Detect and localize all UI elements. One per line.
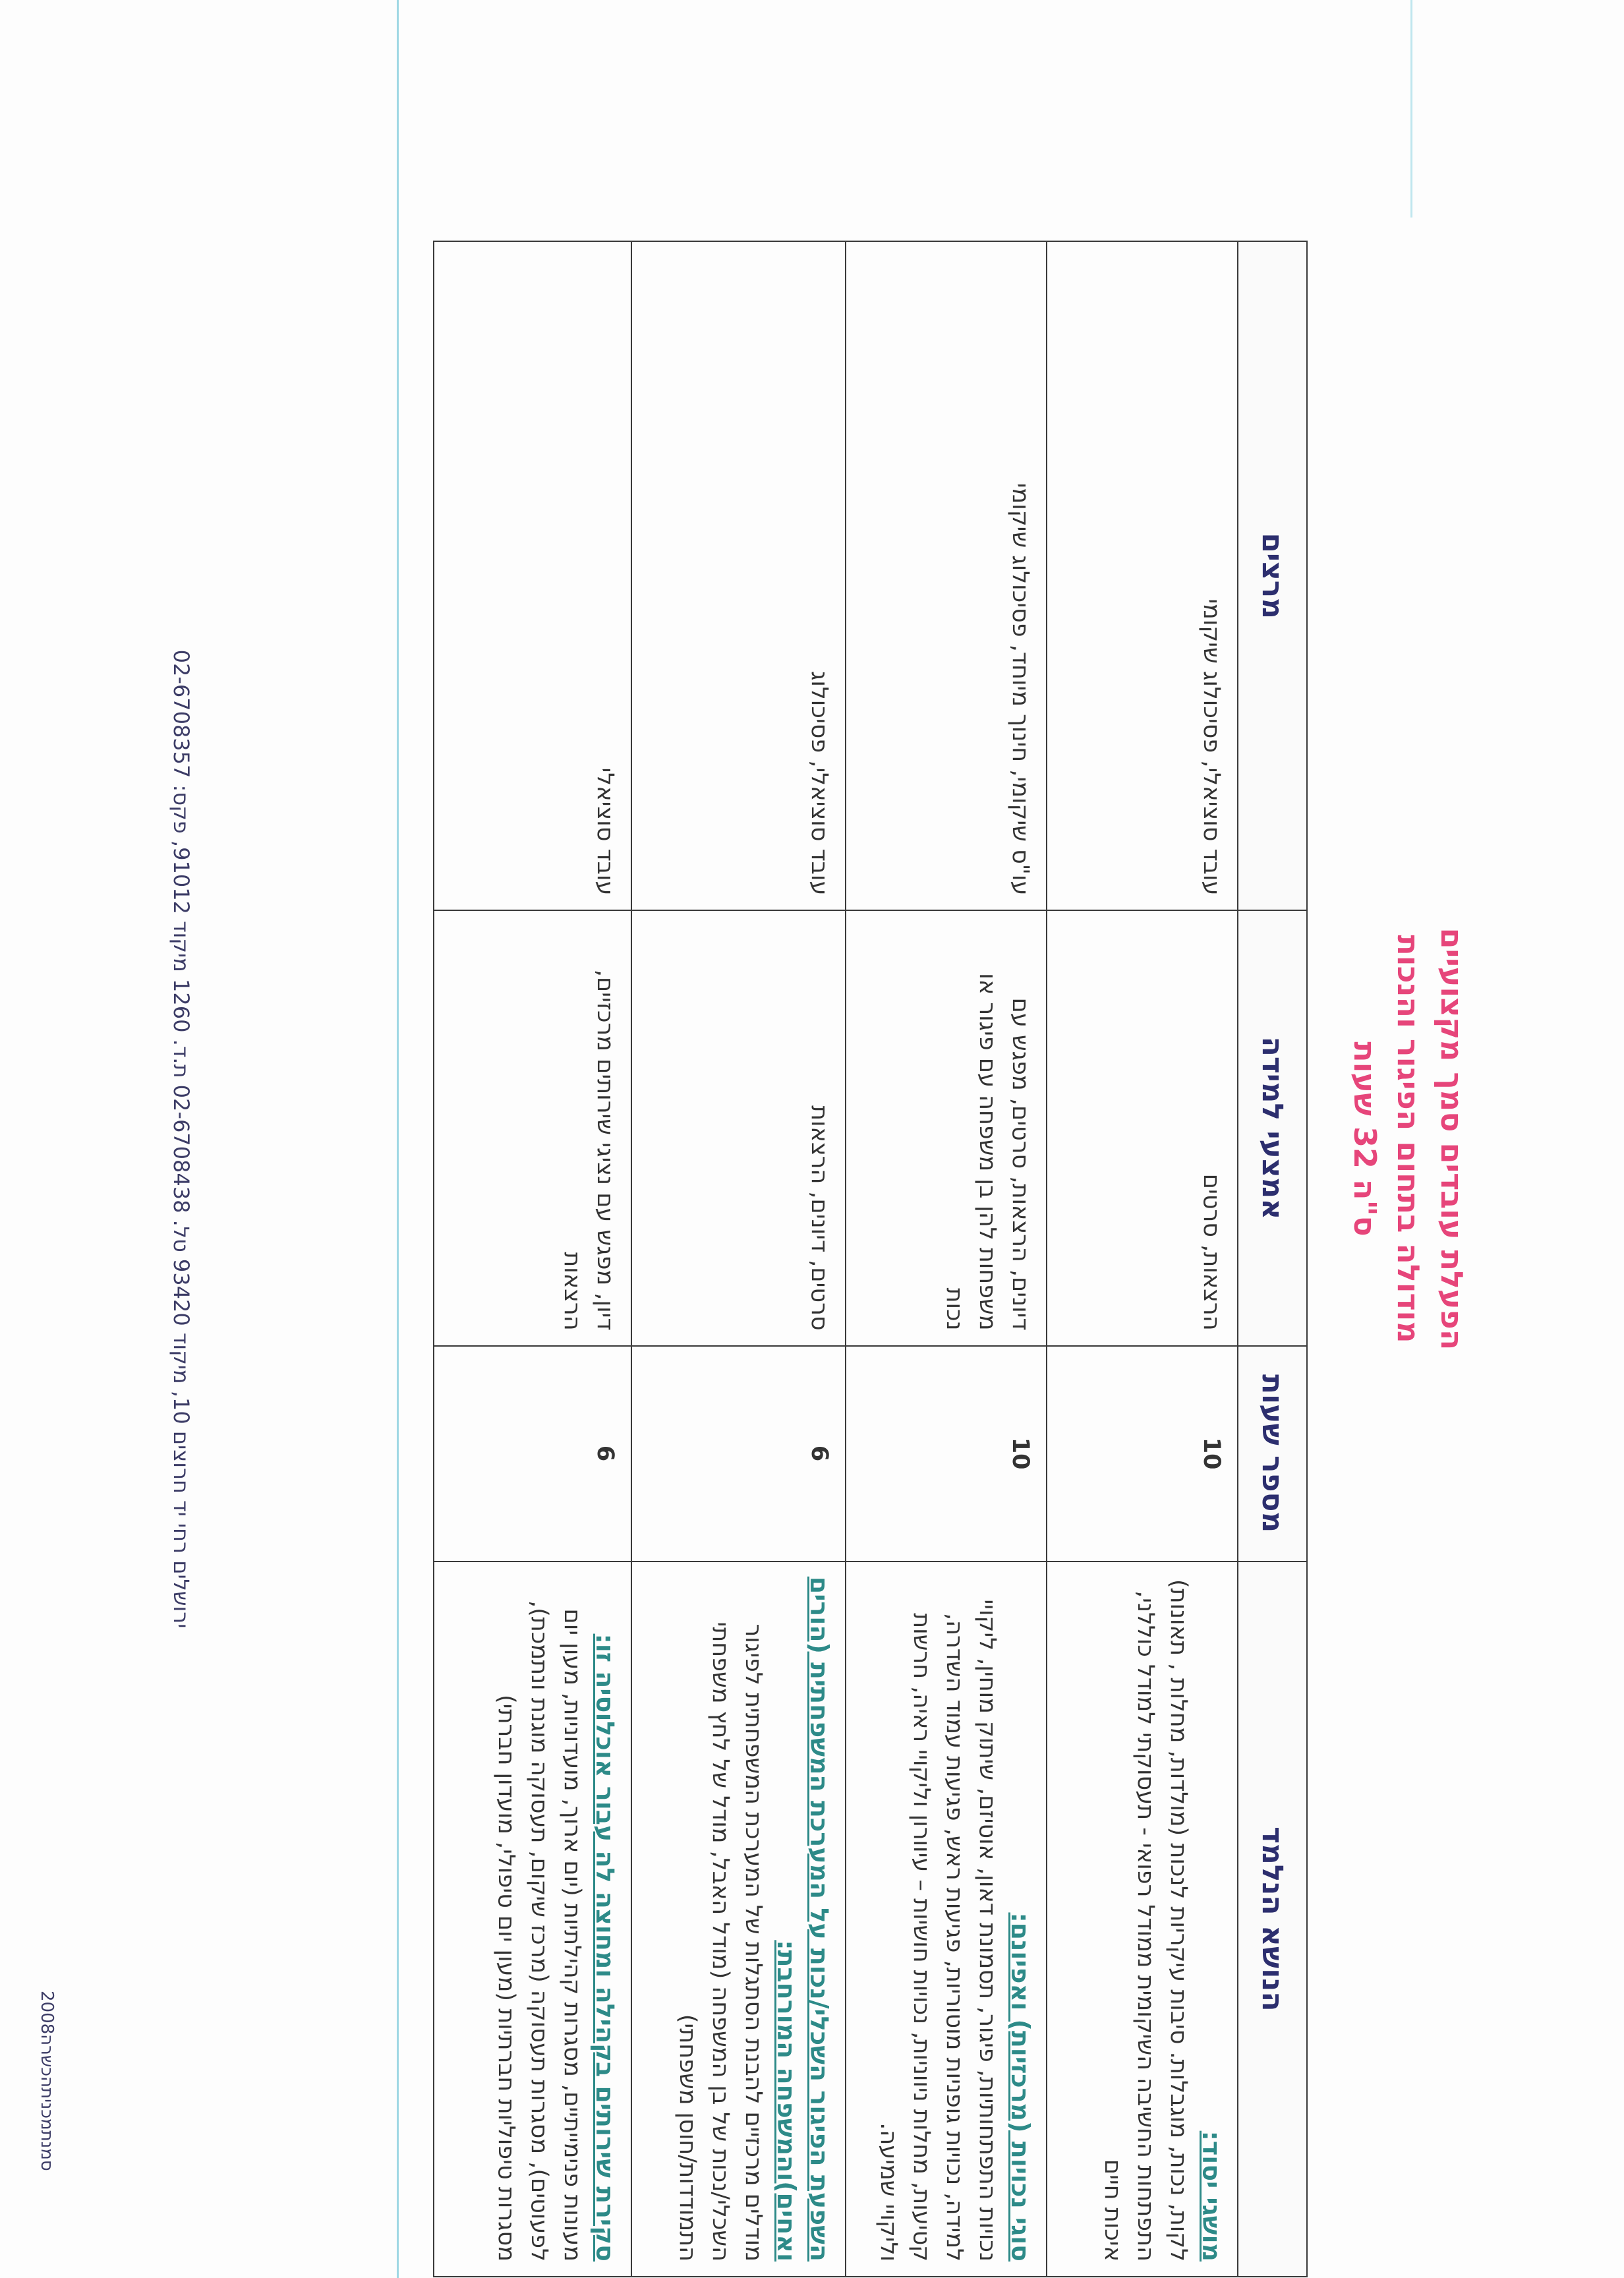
means-cell: סרטים, דיונים, הרצאות xyxy=(631,910,846,1345)
lecturers-cell: עובד סוציאלי xyxy=(434,241,631,910)
column-header-means: אמצעי למידה xyxy=(1238,910,1307,1345)
table-row xyxy=(434,241,631,2277)
table-header-row xyxy=(1238,241,1307,2277)
table-row xyxy=(1047,241,1238,2277)
lecturers-cell: עובד סוציאלי, פסיכולוג שיקומי xyxy=(1047,241,1238,910)
hours-cell: 10 xyxy=(1047,1346,1238,1562)
topic-cell xyxy=(434,1562,631,2277)
topic-body: מודלים מרכזיים להבנת הסתגלות של המערכת המשפחתית לפיגור השכלי/נכות של בן המשפחה (מודל האבל, מודל של לחץ משפחתי התמודדות/חוסן משפחתי) xyxy=(674,1621,767,2262)
hours-cell: 6 xyxy=(434,1346,631,1562)
footer-address: ירושלים רחי יד חרוצים 10, מיקוד 93420 טל. 02-6708438 ת.ד. 1260 מיקוד 91012, פקס: 02-6708357 xyxy=(169,649,194,1629)
topic-body: לקות, נכות, מוגבלות. סיבות עיקריות לנכות (מולדות, מחלות , תאונות) התפתחות החשיבה השיקומית ממודל רפואי - תעסוקתי למודל כוללני, איכות חיים xyxy=(1099,1579,1192,2262)
topic-heading: מושגי יסוד: xyxy=(1197,2130,1226,2262)
means-cell: הרצאות, סרטים xyxy=(1047,910,1238,1345)
title-line-2: מודולה בתחום הפיגור והנכות xyxy=(1391,935,1426,1343)
topic-cell xyxy=(1047,1562,1238,2277)
table-row xyxy=(631,241,846,2277)
topic-heading: סקירת שירותים בקהילה ומחוצה לה עבור אוכלוסיה זו: xyxy=(591,1633,620,2262)
table-row xyxy=(846,241,1047,2277)
column-header-topic: הנושא הנלמד xyxy=(1238,1562,1307,2277)
hours-cell: 6 xyxy=(631,1346,846,1562)
title-line-3: ס"ה 32 שעות xyxy=(1347,1041,1383,1237)
means-cell: דיונים, הרצאות, סרטים, מפגש עם משפחות להן בן משפחה עם פיגור או נכות xyxy=(846,910,1047,1345)
topic-heading: סוגי נכויות (מרכזיות) ואפיונם: xyxy=(1006,1912,1035,2262)
document-title xyxy=(1343,0,1474,2278)
column-header-hours: מספר שעות xyxy=(1238,1346,1307,1562)
footer-code: 2008סמנתמכניתהכשרה xyxy=(37,1991,57,2171)
topic-cell xyxy=(631,1562,846,2277)
topic-cell xyxy=(846,1562,1047,2277)
topic-body: מעונות פנימייתיים, מסגרות קהילתיות (יום ארוך, מועדוניות, מעון יום לפעוטים), מסגרות תעסוקה (מרכז שיקום, תעסוקה מוגנת ונתמכת), מסגרות טיפוליות חברתיות (מעון יום טיפולי, מועדון חברתי) xyxy=(493,1600,585,2262)
lecturers-cell: עובד סוציאלי, פסיכולוג xyxy=(631,241,846,910)
topic-heading: השפעת הפיגור השכלי/נכות על המערכת המשפחתית (הורים ואחים)והמשפחה המורחבת: xyxy=(772,1576,834,2262)
lecturers-cell: עו"ס שיקומי, חינוך מיוחד, פסיכולוג שיקומי xyxy=(846,241,1047,910)
topic-body: נכויות התפתחותיות, פיגור, תסמונת דאון, אוטיזם, שיתוק מוחין, ליקויי למידה, נכויות גופניות מוטוריות, פגיעות ראש, פגיעות עמוד השדרה, קטיעות, מחלות ניווניות, נכויות חושיות – עיוורון וליקויי ראיה, חרשות וליקויי שמיעה. xyxy=(875,1599,1000,2262)
hours-cell: 10 xyxy=(846,1346,1047,1562)
means-cell: דיון, מפגש עם נציגי שירותים מרכזיים, הרצאות xyxy=(434,910,631,1345)
curriculum-table xyxy=(433,241,1308,2277)
title-line-1: הפעלת עובדים סמך מקצועיים xyxy=(1434,927,1470,1351)
column-header-lecturers: מרצים xyxy=(1238,241,1307,910)
